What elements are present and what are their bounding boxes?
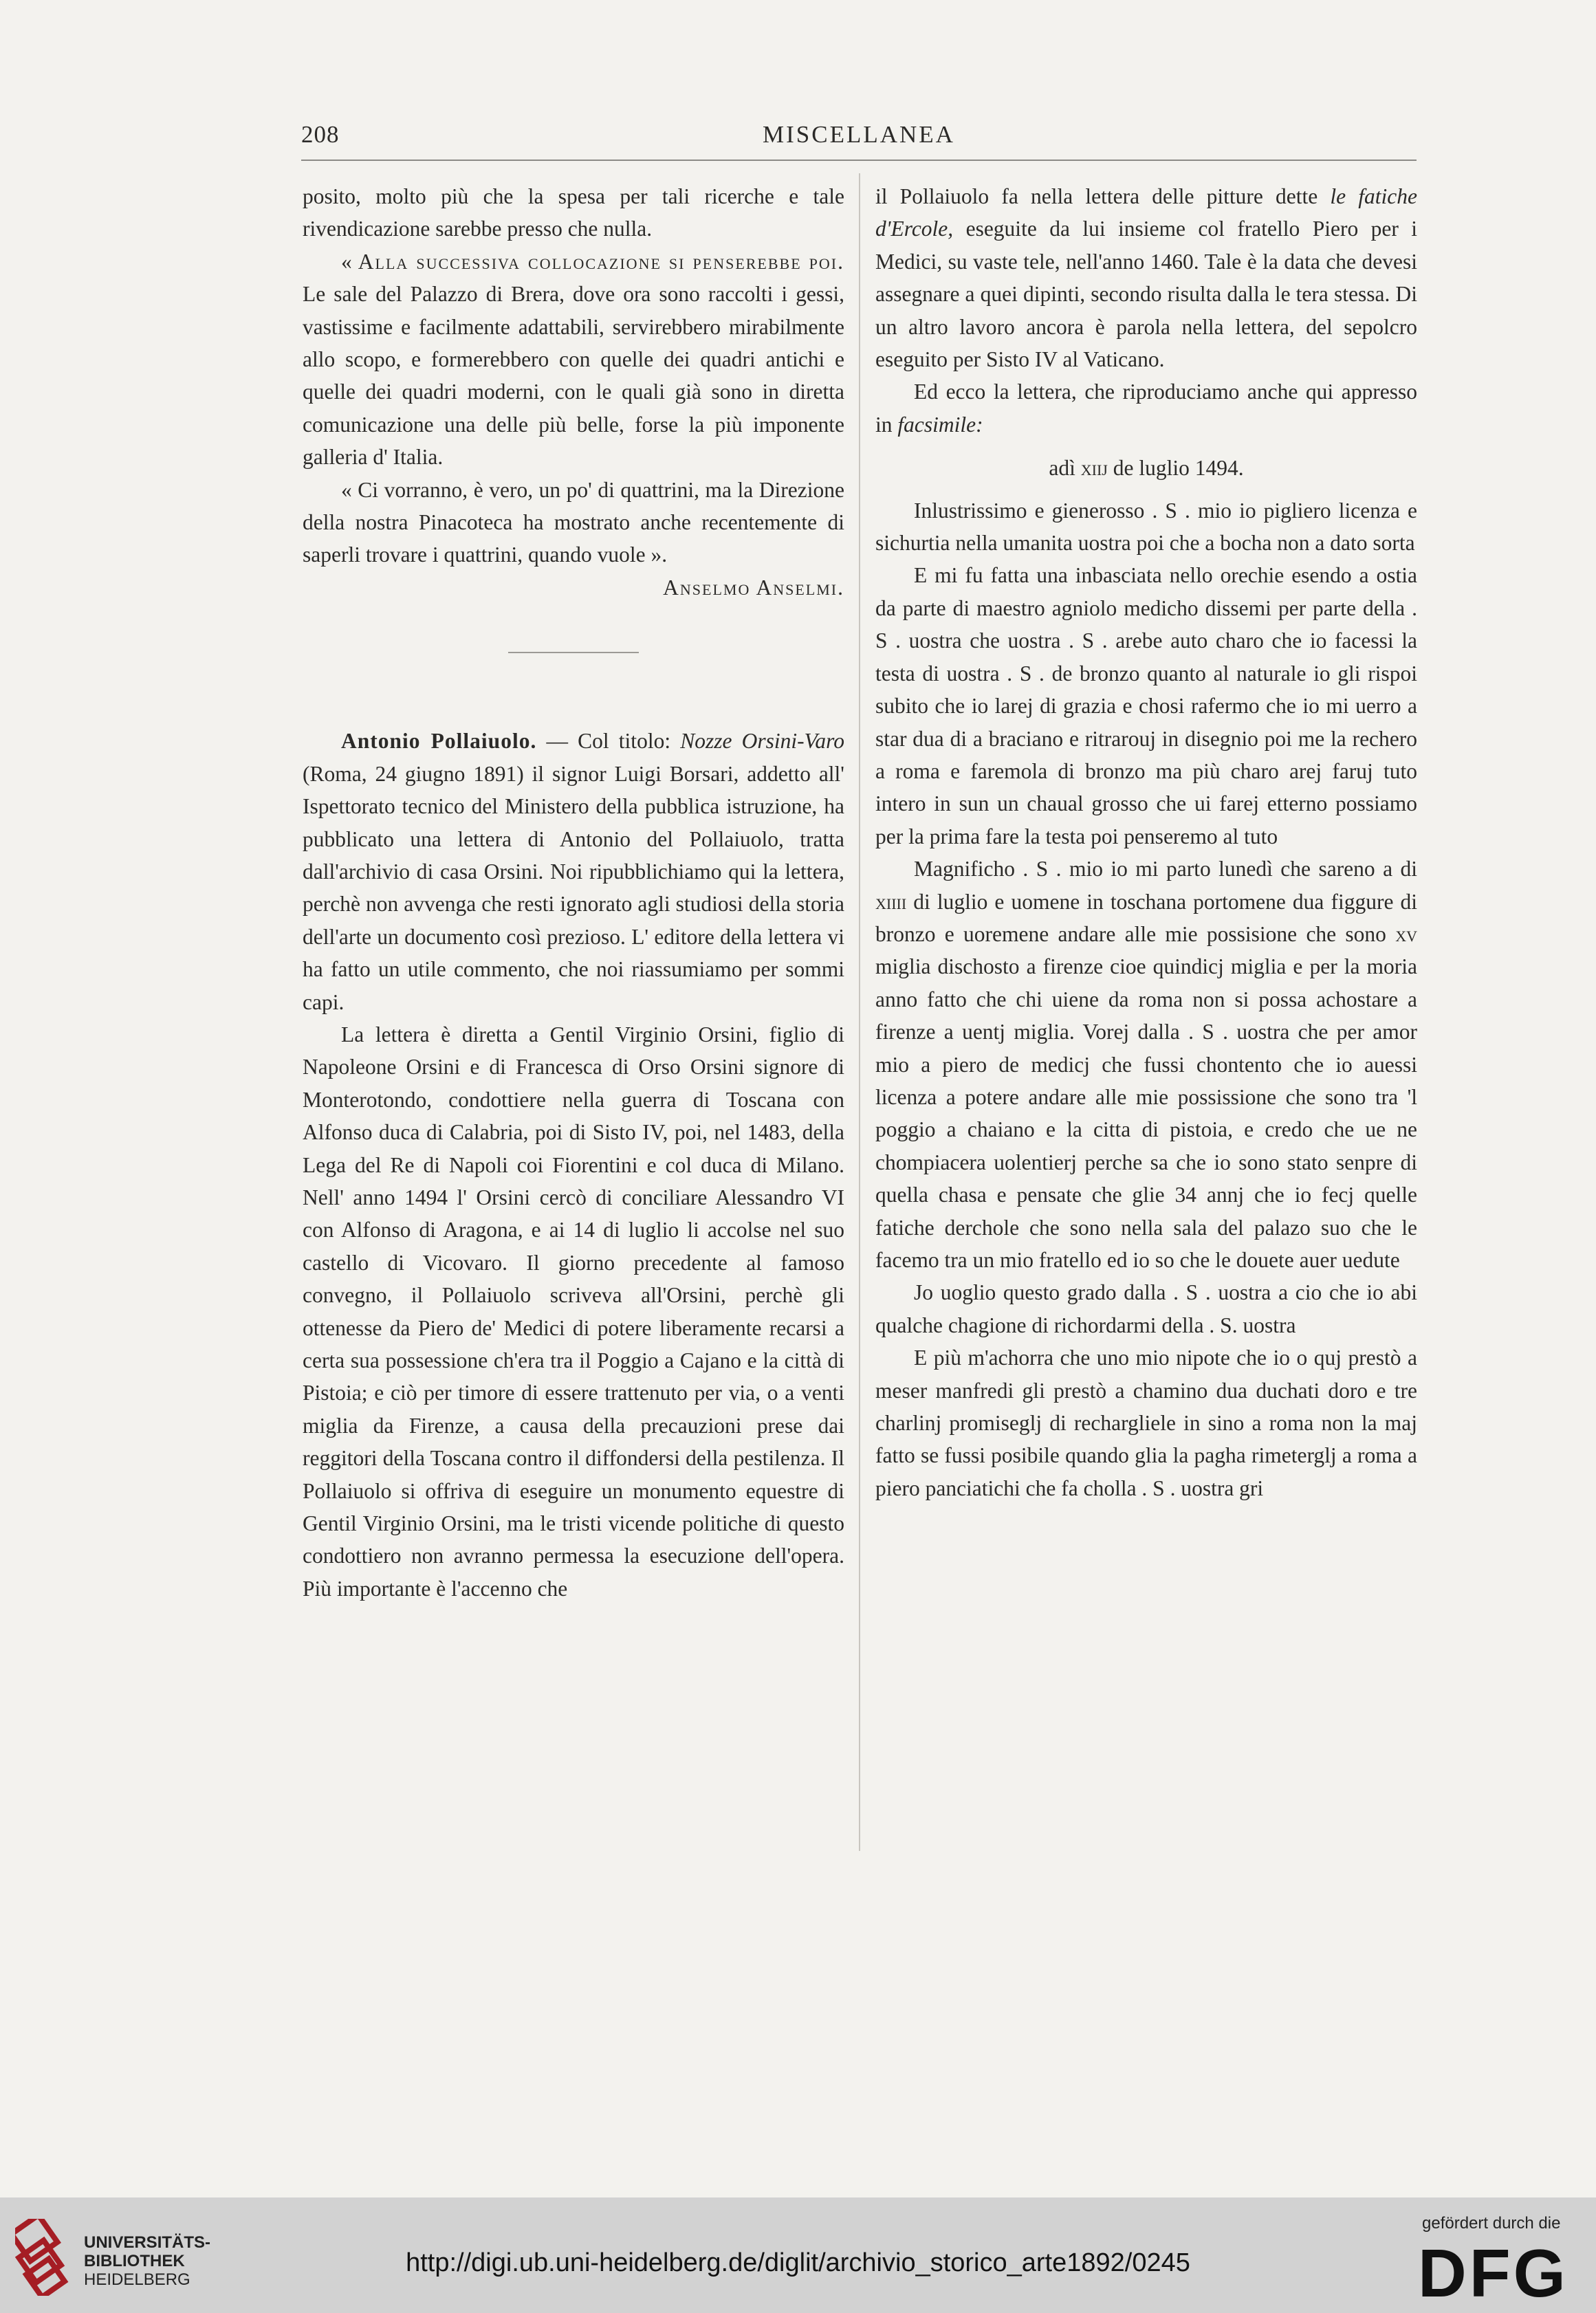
paragraph-text: — Col titolo: <box>536 729 681 754</box>
paragraph-text: eseguite da lui insieme col fratello Piero per i Medici, su vaste tele, nell'anno 1460. Tale è la data che devesi assegnare a quei dipinti, secondo risulta dalla le tera stessa. Di un altro lavoro ancora è parola nella lettera, del sepolcro eseguito per Sisto IV al Vaticano. <box>875 217 1417 372</box>
running-head <box>301 121 1417 151</box>
paragraph-text: Magnificho . S . mio io mi parto lunedì che sareno a di <box>914 857 1417 881</box>
paragraph-text: Le sale del Palazzo di Brera, dove ora sono raccolti i gessi, vastissime e facilmente adattabili, servirebbero mirabilmente allo scopo, e formerebbero con quelle dei quadri antichi e quelle dei quadri moderni, con le quali già sono in diretta comunicazione una delle più belle, forse la più imponente galleria d' Italia. <box>303 282 844 470</box>
header-rule <box>301 160 1417 161</box>
letter-paragraph: E più m'achorra che uno mio nipote che io o quj prestò a meser manfredi gli prestò a chamino dua duchati doro e tre charlinj promiseglj di rechargliele in sino a roma non la maj fatto se fussi posibile quando glia la pagha rimeterglj a roma a piero panciatichi che fa cholla . S . uostra gri <box>875 1346 1417 1500</box>
roman-numeral: xv <box>1395 921 1417 946</box>
right-column <box>875 180 1417 1504</box>
funding-caption: gefördert durch die <box>1422 2214 1561 2233</box>
italic-text: facsimile: <box>897 412 983 437</box>
paragraph <box>875 375 1417 441</box>
quote-mark: « <box>341 249 358 274</box>
paragraph: « Ci vorranno, è vero, un po' di quattrini, ma la Direzione della nostra Pinacoteca ha mostrato anche recentemente di saperli trovare i quattrini, quando vuole ». <box>303 477 844 567</box>
letter-paragraph: E mi fu fatta una inbasciata nello orechie esendo a ostia da parte di maestro agniolo medicho dissemi per parte della . S . uostra che uostra . S . arebe auto charo che io facessi la testa di uostra . S . de bronzo quanto al naturale io gli rispoi subito che io larej di grazia e chosi rafermo che io mi uerro a star dua di a braciano e ritrarouj in disegnio poi me la rechero a roma e faremola di bronzo ma più charo arej faruj tuto intero in sun un chaual grosso che ui farej etterno possiamo per la prima fare la testa poi penseremo al tuto <box>875 563 1417 848</box>
running-title: MISCELLANEA <box>763 121 955 148</box>
letter-paragraph <box>875 853 1417 1276</box>
library-name-line: BIBLIOTHEK <box>84 2252 185 2270</box>
paragraph-text: miglia dischosto a firenze cioe quindicj miglia e per la moria anno fatto che chi uiene da roma non si possa achostare a firenze a uentj miglia. Vorej dalla . S . uostra che per amor mio a piero de medicj che fussi chontento che io auessi licenza a potere andare alle mie possissione che sono tra 'l poggio a chaiano e la citta di pistoia, e credo che ue ne chompiacera uolentierj perche sa che io sono stato senpre di quella chasa e pensate che glie 34 annj che io fecj quelle fatiche derchole che sono nella sala del palazo suo che le facemo tra un mio fratello ed io so che le douete auer uedute <box>875 954 1417 1272</box>
smallcaps-lead: Alla successiva collocazione si penserebbe poi. <box>358 249 845 274</box>
date-text: adì <box>1049 456 1081 481</box>
paragraph <box>875 180 1417 375</box>
dfg-logo: DFG <box>1418 2235 1568 2311</box>
permalink-url[interactable]: http://digi.ub.uni-heidelberg.de/diglit/archivio_storico_arte1892/0245 <box>406 2248 1190 2277</box>
footer-bar <box>0 2197 1596 2313</box>
library-name-line: HEIDELBERG <box>84 2270 190 2289</box>
column-divider <box>859 173 860 1851</box>
paragraph-text: di luglio e uomene in toschana portomene dua figgure di bronzo e uoremene andare alle mie possisione che sono <box>875 889 1417 946</box>
paragraph <box>303 245 844 474</box>
roman-numeral: xiiii <box>875 889 907 914</box>
paragraph-text: (Roma, 24 giugno 1891) il signor Luigi Borsari, addetto all' Ispettorato tecnico del Ministero della pubblica istruzione, ha pubblicato una lettera di Antonio del Pollaiuolo, tratta dall'archivio di casa Orsini. Noi ripubblichiamo qui la lettera, perchè non avvenga che resti ignorato agli studiosi della storia dell'arte un documento così prezioso. L' editore della lettera vi ha fatto un utile commento, che noi riassumiamo per sommi capi. <box>303 761 844 1014</box>
italic-text: le fatiche d'Ercole, <box>875 184 1418 241</box>
date-text: de luglio 1494. <box>1107 456 1244 481</box>
letter-date <box>875 452 1417 484</box>
section-divider <box>508 652 639 653</box>
paragraph: La lettera è diretta a Gentil Virginio Orsini, figlio di Napoleone Orsini e di Francesca di Orso Orsini signore di Monterotondo, condottiere nella guerra di Toscana con Alfonso duca di Calabria, poi di Sisto IV, poi, nel 1483, della Lega del Re di Napoli coi Fiorentini e col duca di Milano. Nell' anno 1494 l' Orsini cercò di conciliare Alessandro VI con Alfonso di Aragona, e ai 14 di luglio li accolse nel suo castello di Vicovaro. Il giorno precedente al famoso convegno, il Pollaiuolo scriveva all'Orsini, perchè gli ottenesse da Piero de' Medici di potere liberamente recarsi a certa sua possessione ch'era tra il Poggio a Cajano e la città di Pistoia; e ciò per timore di essere trattenuto per via, o a venti miglia da Firenze, a causa della precauzioni prese dai reggitori della Toscana contro il diffondersi della pestilenza. Il Pollaiuolo si offriva di eseguire un monumento equestre di Gentil Virginio Orsini, ma le tristi vicende politiche di questo condottiero non avranno permessa la esecuzione dell'opera. Più importante è l'accenno che <box>303 1022 844 1601</box>
letter-paragraph: Inlustrissimo e gienerosso . S . mio io pigliero licenza e sichurtia nella umanita uostra poi che a bocha non a dato sorta <box>875 498 1417 556</box>
paragraph: posito, molto più che la spesa per tali ricerche e tale rivendicazione sarebbe presso che nulla. <box>303 184 844 241</box>
letter-paragraph: Jo uoglio questo grado dalla . S . uostra a cio che io abi qualche chagione di richordarmi della . S. uostra <box>875 1280 1417 1337</box>
library-name-line: UNIVERSITÄTS- <box>84 2233 211 2252</box>
date-day: xiij <box>1080 456 1108 481</box>
italic-text: Nozze Orsini-Varo <box>680 729 844 754</box>
article-title: Antonio Pollaiuolo. <box>341 729 537 754</box>
page-number: 208 <box>301 121 340 148</box>
paragraph-text: Ed ecco la lettera, che riproduciamo anche qui appresso in <box>875 380 1417 437</box>
left-column <box>303 180 844 1605</box>
author-signature: Anselmo Anselmi. <box>663 575 844 600</box>
paragraph-text: il Pollaiuolo fa nella lettera delle pitture dette <box>875 184 1331 208</box>
article-paragraph <box>303 725 844 1018</box>
